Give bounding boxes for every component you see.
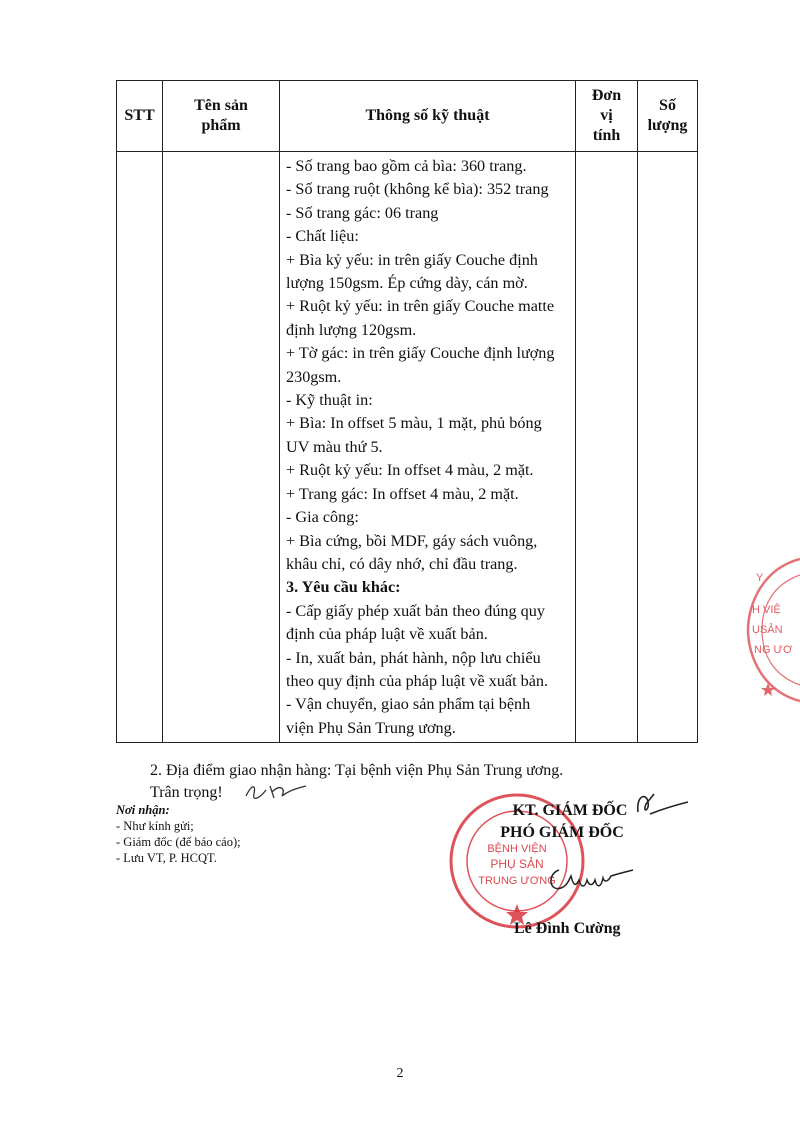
signer-name: Lê Đình Cường xyxy=(514,920,621,937)
cell-stt xyxy=(117,152,163,743)
header-quantity-line: Số xyxy=(659,97,676,114)
handwritten-signature-icon xyxy=(545,858,635,898)
spec-line: + Ruột kỷ yếu: in trên giấy Couche matte xyxy=(286,297,555,316)
initials-mark-icon xyxy=(632,788,692,824)
spec-line: khâu chỉ, có dây nhớ, chỉ đầu trang. xyxy=(286,554,518,573)
spec-line: viện Phụ Sản Trung ương. xyxy=(286,718,456,737)
spec-line: + Trang gác: In offset 4 màu, 2 mặt. xyxy=(286,484,519,503)
table-header-row xyxy=(117,81,698,152)
edge-seal-fragment-icon xyxy=(742,555,800,705)
spec-line: 230gsm. xyxy=(286,367,342,386)
header-unit-line: tính xyxy=(592,127,621,144)
header-unit-line: vị xyxy=(600,107,613,124)
recipients-heading: Nơi nhận: xyxy=(116,803,170,817)
spec-line: - Vận chuyển, giao sản phẩm tại bệnh xyxy=(286,695,531,714)
spec-line: - Số trang bao gồm cả bìa: 360 trang. xyxy=(286,157,527,175)
header-unit-line: Đơn xyxy=(591,87,622,104)
seal-line: TRUNG ƯƠNG xyxy=(478,875,556,887)
header-unit xyxy=(576,81,638,152)
spec-line: định lượng 120gsm. xyxy=(286,320,417,339)
header-quantity-line: lượng xyxy=(647,117,688,134)
header-product-name-line: phẩm xyxy=(201,117,241,134)
spec-line: - Số trang gác: 06 trang xyxy=(286,203,439,222)
spec-line: - Số trang ruột (không kể bìa): 352 trang xyxy=(286,180,549,199)
seal-line: PHỤ SẢN xyxy=(490,857,544,871)
spec-line: + Bìa cứng, bồi MDF, gáy sách vuông, xyxy=(286,531,538,550)
closing-regards: Trân trọng! xyxy=(150,784,223,801)
cell-spec xyxy=(280,152,576,743)
table-row xyxy=(117,152,698,743)
header-product-name xyxy=(163,81,280,152)
header-product-name-line: Tên sản xyxy=(194,97,248,114)
edge-seal-text: ỤSẢN xyxy=(752,624,783,636)
edge-seal-text: NG ƯƠ xyxy=(754,644,793,656)
spec-line: theo quy định của pháp luật về xuất bản. xyxy=(286,671,549,690)
spec-line: - Gia công: xyxy=(286,508,359,527)
page-number: 2 xyxy=(396,1066,404,1081)
spec-line: 3. Yêu cầu khác: xyxy=(286,578,401,597)
spec-line: lượng 150gsm. Ép cứng dày, cán mờ. xyxy=(286,274,528,293)
initials-scribble-icon xyxy=(242,780,312,804)
spec-line: - Kỹ thuật in: xyxy=(286,391,373,410)
delivery-location: 2. Địa điểm giao nhận hàng: Tại bệnh viện Phụ Sản Trung ương. xyxy=(150,762,564,779)
recipient-item: - Giám đốc (để báo cáo); xyxy=(116,835,241,849)
signer-title-2: PHÓ GIÁM ĐỐC xyxy=(500,824,624,841)
signer-title-1: KT. GIÁM ĐỐC xyxy=(512,802,628,819)
spec-line: + Bìa kỷ yếu: in trên giấy Couche định xyxy=(286,250,538,269)
spec-table xyxy=(116,80,698,743)
edge-seal-text: H VIỆ xyxy=(752,604,781,616)
spec-lines xyxy=(280,152,575,742)
spec-line: + Ruột kỷ yếu: In offset 4 màu, 2 mặt. xyxy=(286,461,534,480)
seal-line: BỆNH VIỆN xyxy=(487,843,547,855)
recipients-block xyxy=(116,802,241,866)
spec-line: + Tờ gác: in trên giấy Couche định lượng xyxy=(286,344,555,363)
edge-seal-text: Y xyxy=(756,572,764,584)
header-stt: STT xyxy=(117,81,163,152)
spec-line: - In, xuất bản, phát hành, nộp lưu chiểu xyxy=(286,648,541,667)
header-spec: Thông số kỹ thuật xyxy=(280,81,576,152)
spec-line: - Chất liệu: xyxy=(286,227,359,246)
cell-product-name xyxy=(163,152,280,743)
cell-quantity xyxy=(638,152,698,743)
header-quantity xyxy=(638,81,698,152)
cell-unit xyxy=(576,152,638,743)
spec-line: - Cấp giấy phép xuất bản theo đúng quy xyxy=(286,601,545,620)
spec-line: + Bìa: In offset 5 màu, 1 mặt, phủ bóng xyxy=(286,414,542,433)
recipient-item: - Như kính gửi; xyxy=(116,819,194,833)
spec-line: định của pháp luật về xuất bản. xyxy=(286,625,488,644)
recipient-item: - Lưu VT, P. HCQT. xyxy=(116,851,217,865)
spec-line: UV màu thứ 5. xyxy=(286,437,383,456)
